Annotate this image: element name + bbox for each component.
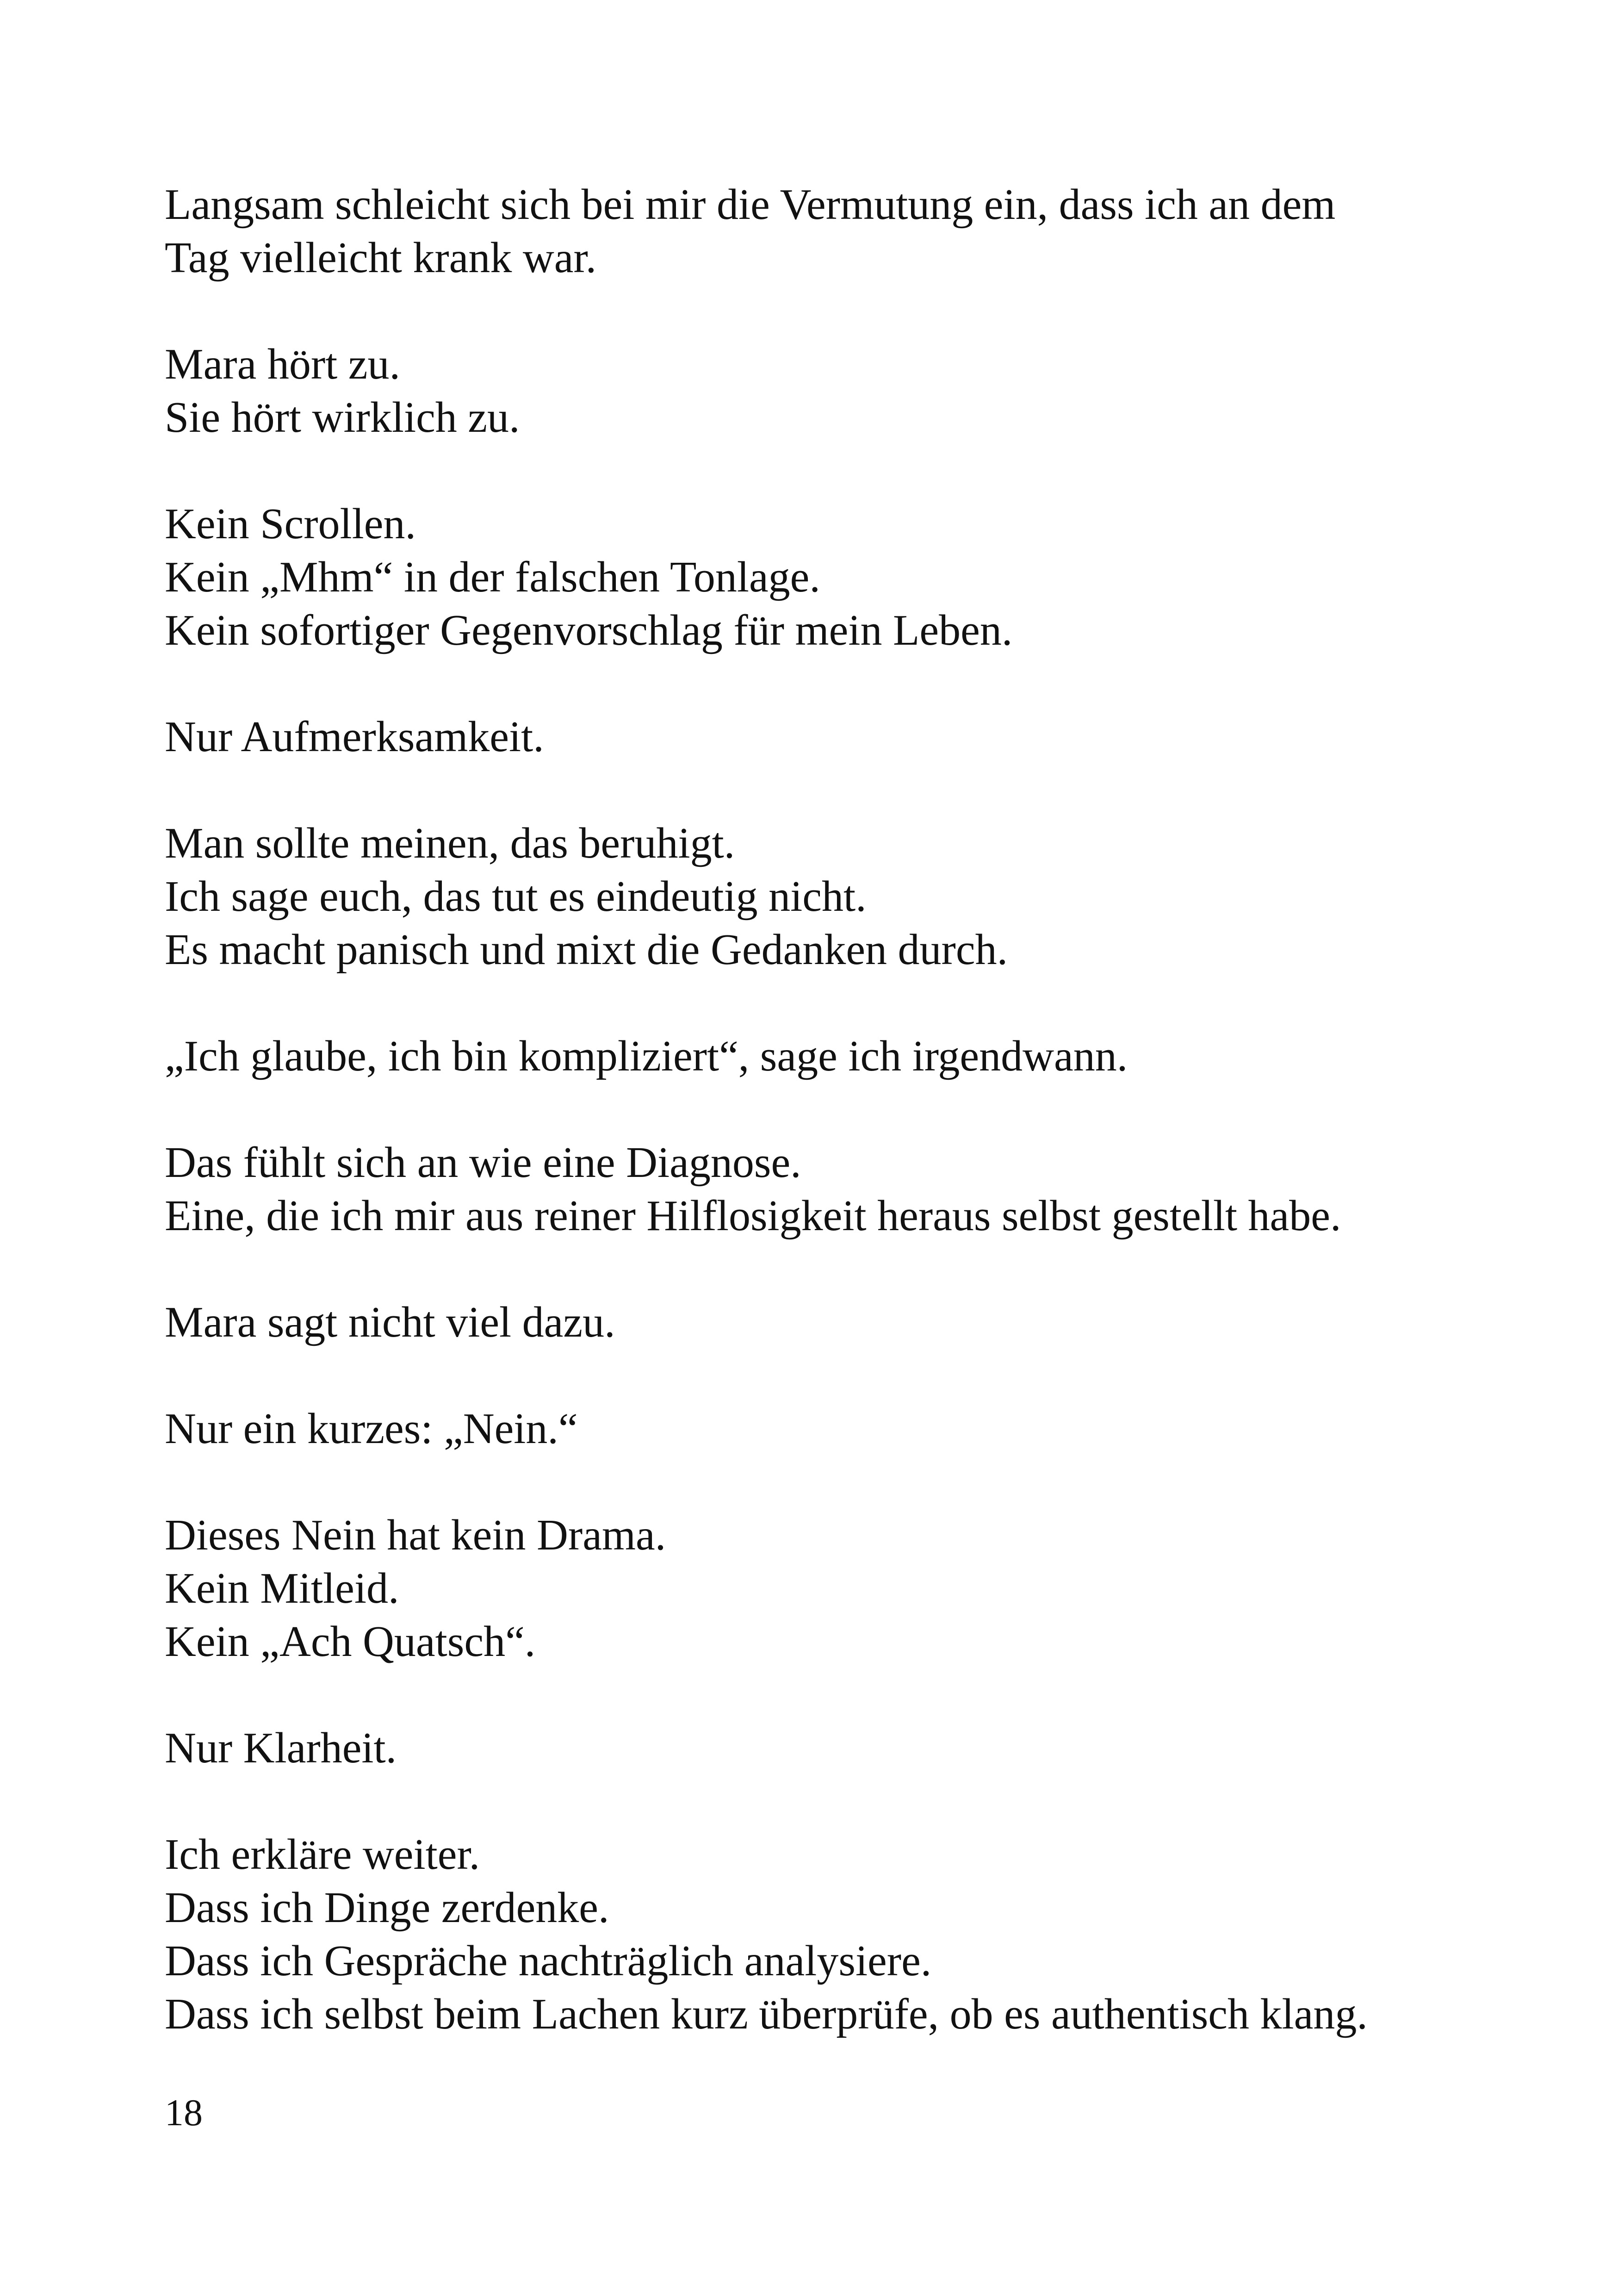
text-line: Kein „Mhm“ in der falschen Tonlage.	[165, 553, 820, 601]
text-line: Dass ich Dinge zerdenke.	[165, 1884, 609, 1932]
text-line: Nur Aufmerksamkeit.	[165, 713, 544, 761]
text-line: Dieses Nein hat kein Drama.	[165, 1511, 666, 1559]
paragraph	[165, 498, 1530, 657]
paragraph	[165, 1828, 1530, 2041]
text-line: Kein „Ach Quatsch“.	[165, 1618, 536, 1666]
text-line: Ich erkläre weiter.	[165, 1830, 480, 1879]
paragraph	[165, 1296, 1530, 1349]
text-line: Es macht panisch und mixt die Gedanken durch.	[165, 926, 1008, 974]
text-line: Eine, die ich mir aus reiner Hilflosigkeit heraus selbst gestellt habe.	[165, 1192, 1341, 1240]
text-line: Das fühlt sich an wie eine Diagnose.	[165, 1139, 801, 1187]
text-line: Man sollte meinen, das beruhigt.	[165, 819, 735, 867]
text-line: Kein Scrollen.	[165, 500, 416, 548]
paragraph	[165, 338, 1530, 444]
text-line: Tag vielleicht krank war.	[165, 234, 597, 282]
paragraph	[165, 1509, 1530, 1668]
text-line: Dass ich Gespräche nachträglich analysiere.	[165, 1937, 932, 1985]
text-line: Mara hört zu.	[165, 340, 400, 388]
page-number: 18	[165, 2091, 203, 2134]
text-line: Nur ein kurzes: „Nein.“	[165, 1405, 578, 1453]
paragraph	[165, 1402, 1530, 1456]
text-line: Nur Klarheit.	[165, 1724, 397, 1772]
paragraph	[165, 1722, 1530, 1775]
text-line: Mara sagt nicht viel dazu.	[165, 1298, 615, 1346]
paragraph	[165, 1136, 1530, 1243]
text-line: Sie hört wirklich zu.	[165, 393, 520, 442]
text-line: Kein Mitleid.	[165, 1564, 399, 1612]
page-body	[165, 178, 1530, 2041]
text-line: Ich sage euch, das tut es eindeutig nicht.	[165, 872, 867, 921]
paragraph	[165, 817, 1530, 977]
paragraph	[165, 710, 1530, 764]
text-line: Dass ich selbst beim Lachen kurz überprüfe, ob es authentisch klang.	[165, 1990, 1368, 2038]
paragraph	[165, 1030, 1530, 1083]
text-line: „Ich glaube, ich bin kompliziert“, sage ich irgendwann.	[165, 1032, 1128, 1080]
text-line: Langsam schleicht sich bei mir die Vermutung ein, dass ich an dem	[165, 180, 1336, 229]
text-line: Kein sofortiger Gegenvorschlag für mein Leben.	[165, 606, 1013, 654]
paragraph	[165, 178, 1530, 285]
